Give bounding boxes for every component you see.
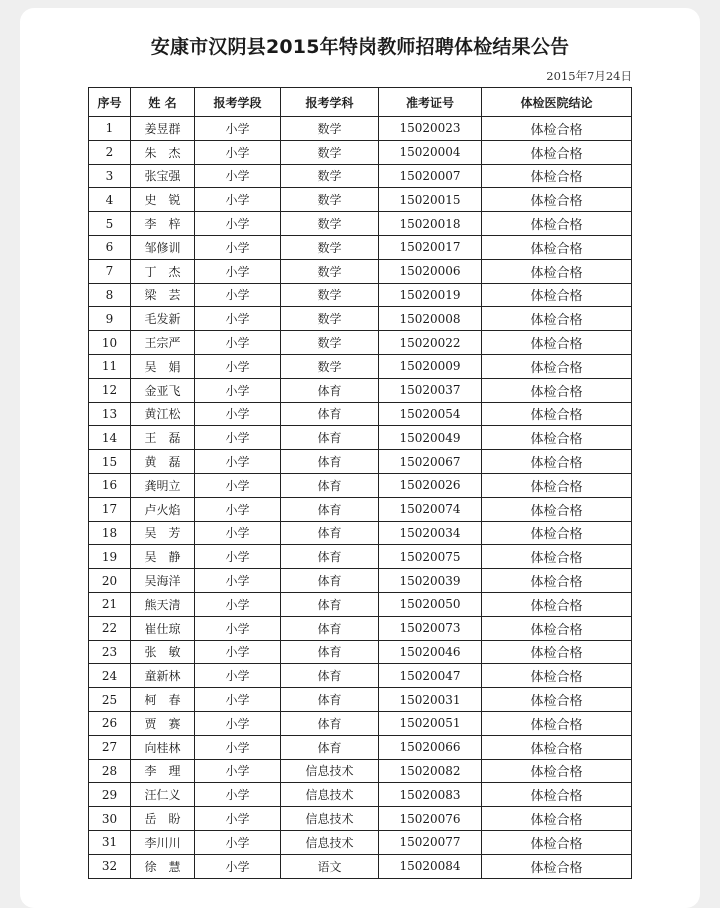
cell-index: 11	[89, 354, 131, 378]
table-row	[89, 735, 632, 759]
cell-index: 13	[89, 402, 131, 426]
cell-stage: 小学	[195, 117, 281, 141]
cell-exam-id: 15020082	[379, 759, 482, 783]
cell-exam-id: 15020047	[379, 664, 482, 688]
cell-subject: 信息技术	[281, 759, 379, 783]
cell-stage: 小学	[195, 592, 281, 616]
cell-exam-id: 15020075	[379, 545, 482, 569]
cell-stage: 小学	[195, 259, 281, 283]
cell-index: 14	[89, 426, 131, 450]
cell-exam-id: 15020037	[379, 378, 482, 402]
cell-index: 31	[89, 830, 131, 854]
cell-index: 17	[89, 497, 131, 521]
header-stage: 报考学段	[195, 88, 281, 117]
cell-stage: 小学	[195, 545, 281, 569]
cell-stage: 小学	[195, 426, 281, 450]
cell-subject: 数学	[281, 331, 379, 355]
cell-name: 龚明立	[131, 473, 195, 497]
table-row	[89, 283, 632, 307]
cell-exam-id: 15020026	[379, 473, 482, 497]
cell-name: 姜昱群	[131, 117, 195, 141]
cell-name: 吴 芳	[131, 521, 195, 545]
cell-exam-id: 15020073	[379, 616, 482, 640]
cell-subject: 体育	[281, 688, 379, 712]
cell-index: 25	[89, 688, 131, 712]
cell-stage: 小学	[195, 830, 281, 854]
cell-exam-id: 15020022	[379, 331, 482, 355]
cell-result: 体检合格	[482, 497, 632, 521]
cell-subject: 数学	[281, 259, 379, 283]
cell-exam-id: 15020017	[379, 235, 482, 259]
table-row	[89, 378, 632, 402]
cell-result: 体检合格	[482, 807, 632, 831]
cell-index: 28	[89, 759, 131, 783]
table-row	[89, 164, 632, 188]
cell-exam-id: 15020076	[379, 807, 482, 831]
table-row	[89, 426, 632, 450]
cell-name: 吴海洋	[131, 569, 195, 593]
cell-exam-id: 15020019	[379, 283, 482, 307]
cell-result: 体检合格	[482, 854, 632, 878]
cell-stage: 小学	[195, 450, 281, 474]
cell-index: 20	[89, 569, 131, 593]
cell-stage: 小学	[195, 521, 281, 545]
cell-subject: 体育	[281, 426, 379, 450]
cell-subject: 体育	[281, 378, 379, 402]
table-row	[89, 688, 632, 712]
cell-result: 体检合格	[482, 283, 632, 307]
cell-index: 1	[89, 117, 131, 141]
cell-subject: 体育	[281, 664, 379, 688]
cell-index: 16	[89, 473, 131, 497]
table-row	[89, 473, 632, 497]
cell-subject: 体育	[281, 569, 379, 593]
cell-result: 体检合格	[482, 117, 632, 141]
cell-exam-id: 15020031	[379, 688, 482, 712]
cell-exam-id: 15020015	[379, 188, 482, 212]
cell-subject: 数学	[281, 164, 379, 188]
cell-result: 体检合格	[482, 759, 632, 783]
cell-exam-id: 15020008	[379, 307, 482, 331]
cell-result: 体检合格	[482, 331, 632, 355]
cell-name: 张宝强	[131, 164, 195, 188]
cell-index: 3	[89, 164, 131, 188]
cell-stage: 小学	[195, 378, 281, 402]
cell-index: 18	[89, 521, 131, 545]
cell-name: 熊天清	[131, 592, 195, 616]
cell-subject: 体育	[281, 450, 379, 474]
cell-name: 卢火焰	[131, 497, 195, 521]
cell-stage: 小学	[195, 497, 281, 521]
table-row	[89, 450, 632, 474]
cell-subject: 数学	[281, 188, 379, 212]
cell-name: 王宗严	[131, 331, 195, 355]
cell-subject: 数学	[281, 235, 379, 259]
cell-index: 7	[89, 259, 131, 283]
table-row	[89, 592, 632, 616]
header-exam-id: 准考证号	[379, 88, 482, 117]
cell-stage: 小学	[195, 688, 281, 712]
cell-name: 金亚飞	[131, 378, 195, 402]
cell-result: 体检合格	[482, 140, 632, 164]
cell-stage: 小学	[195, 212, 281, 236]
table-row	[89, 616, 632, 640]
cell-result: 体检合格	[482, 473, 632, 497]
cell-exam-id: 15020039	[379, 569, 482, 593]
cell-stage: 小学	[195, 164, 281, 188]
cell-exam-id: 15020023	[379, 117, 482, 141]
cell-subject: 数学	[281, 307, 379, 331]
cell-index: 5	[89, 212, 131, 236]
cell-name: 邹修训	[131, 235, 195, 259]
cell-exam-id: 15020074	[379, 497, 482, 521]
cell-index: 24	[89, 664, 131, 688]
cell-stage: 小学	[195, 616, 281, 640]
cell-index: 6	[89, 235, 131, 259]
cell-stage: 小学	[195, 331, 281, 355]
cell-exam-id: 15020034	[379, 521, 482, 545]
cell-result: 体检合格	[482, 235, 632, 259]
header-name: 姓 名	[131, 88, 195, 117]
header-subject: 报考学科	[281, 88, 379, 117]
cell-name: 吴 娟	[131, 354, 195, 378]
table-row	[89, 117, 632, 141]
cell-subject: 信息技术	[281, 830, 379, 854]
table-row	[89, 188, 632, 212]
cell-exam-id: 15020007	[379, 164, 482, 188]
cell-name: 李川川	[131, 830, 195, 854]
table-row	[89, 640, 632, 664]
cell-index: 4	[89, 188, 131, 212]
cell-result: 体检合格	[482, 450, 632, 474]
table-row	[89, 140, 632, 164]
cell-stage: 小学	[195, 759, 281, 783]
table-row	[89, 212, 632, 236]
cell-exam-id: 15020050	[379, 592, 482, 616]
table-row	[89, 711, 632, 735]
table-row	[89, 545, 632, 569]
cell-exam-id: 15020004	[379, 140, 482, 164]
cell-name: 朱 杰	[131, 140, 195, 164]
cell-index: 15	[89, 450, 131, 474]
cell-subject: 体育	[281, 473, 379, 497]
cell-index: 21	[89, 592, 131, 616]
cell-subject: 数学	[281, 283, 379, 307]
cell-exam-id: 15020051	[379, 711, 482, 735]
cell-index: 10	[89, 331, 131, 355]
cell-stage: 小学	[195, 640, 281, 664]
cell-name: 岳 盼	[131, 807, 195, 831]
table-row	[89, 521, 632, 545]
table-row	[89, 235, 632, 259]
cell-stage: 小学	[195, 711, 281, 735]
cell-stage: 小学	[195, 354, 281, 378]
cell-exam-id: 15020049	[379, 426, 482, 450]
cell-index: 23	[89, 640, 131, 664]
cell-index: 32	[89, 854, 131, 878]
cell-name: 史 锐	[131, 188, 195, 212]
cell-result: 体检合格	[482, 426, 632, 450]
cell-index: 22	[89, 616, 131, 640]
cell-result: 体检合格	[482, 664, 632, 688]
cell-exam-id: 15020054	[379, 402, 482, 426]
cell-subject: 体育	[281, 545, 379, 569]
cell-index: 29	[89, 783, 131, 807]
cell-name: 崔仕琼	[131, 616, 195, 640]
cell-exam-id: 15020018	[379, 212, 482, 236]
cell-name: 毛发新	[131, 307, 195, 331]
cell-result: 体检合格	[482, 616, 632, 640]
cell-result: 体检合格	[482, 592, 632, 616]
cell-result: 体检合格	[482, 188, 632, 212]
cell-index: 27	[89, 735, 131, 759]
cell-stage: 小学	[195, 140, 281, 164]
table-row	[89, 402, 632, 426]
cell-result: 体检合格	[482, 783, 632, 807]
cell-result: 体检合格	[482, 640, 632, 664]
cell-result: 体检合格	[482, 688, 632, 712]
cell-stage: 小学	[195, 235, 281, 259]
table-row	[89, 259, 632, 283]
cell-name: 李 理	[131, 759, 195, 783]
cell-subject: 信息技术	[281, 807, 379, 831]
cell-result: 体检合格	[482, 212, 632, 236]
table-row	[89, 497, 632, 521]
cell-subject: 数学	[281, 354, 379, 378]
cell-index: 12	[89, 378, 131, 402]
cell-result: 体检合格	[482, 711, 632, 735]
table-row	[89, 759, 632, 783]
cell-subject: 体育	[281, 402, 379, 426]
cell-subject: 数学	[281, 212, 379, 236]
cell-stage: 小学	[195, 283, 281, 307]
cell-exam-id: 15020066	[379, 735, 482, 759]
cell-result: 体检合格	[482, 378, 632, 402]
announcement-date: 2015年7月24日	[546, 69, 632, 83]
cell-name: 童新林	[131, 664, 195, 688]
cell-name: 梁 芸	[131, 283, 195, 307]
cell-name: 向桂林	[131, 735, 195, 759]
cell-name: 黄 磊	[131, 450, 195, 474]
cell-result: 体检合格	[482, 402, 632, 426]
cell-subject: 体育	[281, 616, 379, 640]
cell-subject: 体育	[281, 497, 379, 521]
cell-result: 体检合格	[482, 354, 632, 378]
cell-stage: 小学	[195, 783, 281, 807]
results-table	[88, 87, 632, 879]
cell-exam-id: 15020083	[379, 783, 482, 807]
cell-stage: 小学	[195, 188, 281, 212]
cell-result: 体检合格	[482, 164, 632, 188]
table-row	[89, 830, 632, 854]
table-row	[89, 307, 632, 331]
cell-exam-id: 15020084	[379, 854, 482, 878]
cell-stage: 小学	[195, 807, 281, 831]
cell-name: 李 梓	[131, 212, 195, 236]
cell-name: 柯 春	[131, 688, 195, 712]
header-index: 序号	[89, 88, 131, 117]
cell-stage: 小学	[195, 664, 281, 688]
table-header-row	[89, 88, 632, 117]
cell-name: 汪仁义	[131, 783, 195, 807]
cell-index: 8	[89, 283, 131, 307]
table-row	[89, 783, 632, 807]
cell-name: 丁 杰	[131, 259, 195, 283]
cell-exam-id: 15020077	[379, 830, 482, 854]
cell-name: 黄江松	[131, 402, 195, 426]
cell-result: 体检合格	[482, 521, 632, 545]
table-row	[89, 664, 632, 688]
cell-subject: 语文	[281, 854, 379, 878]
cell-subject: 体育	[281, 735, 379, 759]
header-result: 体检医院结论	[482, 88, 632, 117]
cell-subject: 数学	[281, 117, 379, 141]
cell-exam-id: 15020009	[379, 354, 482, 378]
cell-index: 2	[89, 140, 131, 164]
table-row	[89, 854, 632, 878]
cell-subject: 体育	[281, 592, 379, 616]
cell-index: 26	[89, 711, 131, 735]
table-row	[89, 331, 632, 355]
cell-result: 体检合格	[482, 259, 632, 283]
table-row	[89, 807, 632, 831]
cell-index: 30	[89, 807, 131, 831]
cell-result: 体检合格	[482, 569, 632, 593]
cell-stage: 小学	[195, 569, 281, 593]
cell-subject: 体育	[281, 711, 379, 735]
cell-name: 王 磊	[131, 426, 195, 450]
cell-stage: 小学	[195, 854, 281, 878]
table-row	[89, 354, 632, 378]
cell-index: 9	[89, 307, 131, 331]
cell-result: 体检合格	[482, 307, 632, 331]
cell-subject: 体育	[281, 521, 379, 545]
cell-result: 体检合格	[482, 735, 632, 759]
cell-result: 体检合格	[482, 830, 632, 854]
cell-name: 吴 静	[131, 545, 195, 569]
page-title: 安康市汉阴县2015年特岗教师招聘体检结果公告	[150, 36, 570, 58]
cell-index: 19	[89, 545, 131, 569]
cell-subject: 信息技术	[281, 783, 379, 807]
cell-stage: 小学	[195, 307, 281, 331]
cell-subject: 体育	[281, 640, 379, 664]
cell-exam-id: 15020067	[379, 450, 482, 474]
cell-exam-id: 15020046	[379, 640, 482, 664]
cell-name: 贾 赛	[131, 711, 195, 735]
cell-result: 体检合格	[482, 545, 632, 569]
table-row	[89, 569, 632, 593]
cell-stage: 小学	[195, 402, 281, 426]
cell-stage: 小学	[195, 473, 281, 497]
cell-name: 徐 慧	[131, 854, 195, 878]
cell-name: 张 敏	[131, 640, 195, 664]
cell-subject: 数学	[281, 140, 379, 164]
cell-stage: 小学	[195, 735, 281, 759]
cell-exam-id: 15020006	[379, 259, 482, 283]
